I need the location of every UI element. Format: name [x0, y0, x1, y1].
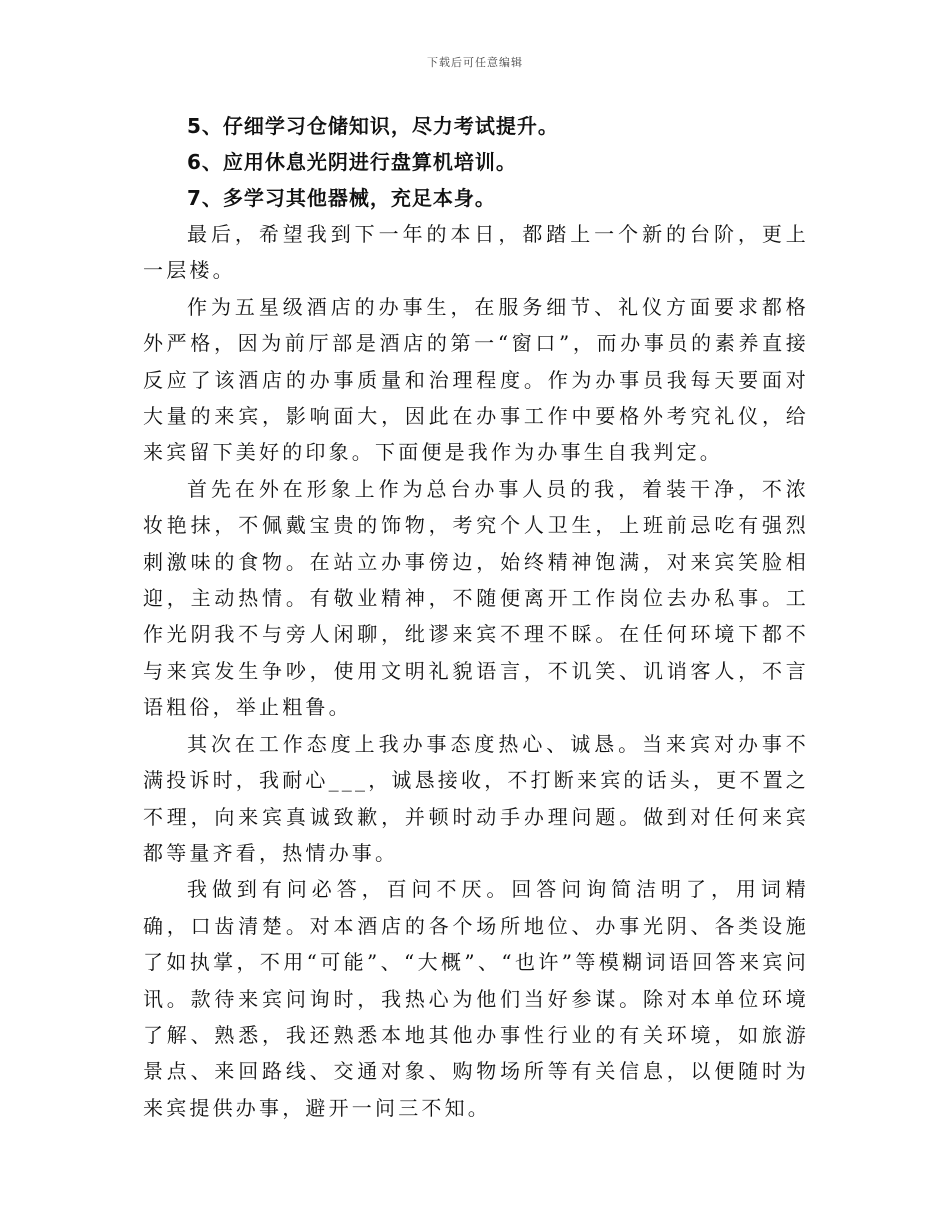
list-item: 6、应用休息光阴进行盘算机培训。 [187, 150, 517, 174]
list-item: 5、仔细学习仓储知识，尽力考试提升。 [187, 114, 559, 138]
paragraph: 我做到有问必答，百问不厌。回答问询简洁明了，用词精确，口齿清楚。对本酒店的各个场所地位、办事光阴、各类设施了如执掌，不用“可能”、“大概”、“也许”等模糊词语回答来宾问讯。款待来宾问询时，我热心为他们当好参谋。除对本单位环境了解、熟悉，我还熟悉本地其他办事性行业的有关环境，如旅游景点、来回路线、交通对象、购物场所等有关信息，以便随时为来宾提供办事，避开一问三不知。 [143, 877, 809, 1120]
page-header: 下载后可任意编辑 [427, 56, 523, 69]
list-item: 7、多学习其他器械，充足本身。 [187, 186, 496, 210]
document-body [143, 108, 809, 1126]
paragraph: 其次在工作态度上我办事态度热心、诚恳。当来宾对办事不满投诉时，我耐心___，诚恳接收，不打断来宾的话头，更不置之不理，向来宾真诚致歉，并顿时动手办理问题。做到对任何来宾都等量齐看，热情办事。 [143, 731, 809, 865]
paragraph: 首先在外在形象上作为总台办事人员的我，着装干净，不浓妆艳抹，不佩戴宝贵的饰物，考究个人卫生，上班前忌吃有强烈刺激味的食物。在站立办事傍边，始终精神饱满，对来宾笑脸相迎，主动热情。有敬业精神，不随便离开工作岗位去办私事。工作光阴我不与旁人闲聊，纰谬来宾不理不睬。在任何环境下都不与来宾发生争吵，使用文明礼貌语言，不讥笑、讥诮客人，不言语粗俗，举止粗鲁。 [143, 476, 809, 720]
paragraph: 最后，希望我到下一年的本日，都踏上一个新的台阶，更上一层楼。 [143, 222, 809, 283]
paragraph: 作为五星级酒店的办事生，在服务细节、礼仪方面要求都格外严格，因为前厅部是酒店的第一“窗口”，而办事员的素养直接反应了该酒店的办事质量和治理程度。作为办事员我每天要面对大量的来宾，影响面大，因此在办事工作中要格外考究礼仪，给来宾留下美好的印象。下面便是我作为办事生自我判定。 [143, 294, 809, 465]
